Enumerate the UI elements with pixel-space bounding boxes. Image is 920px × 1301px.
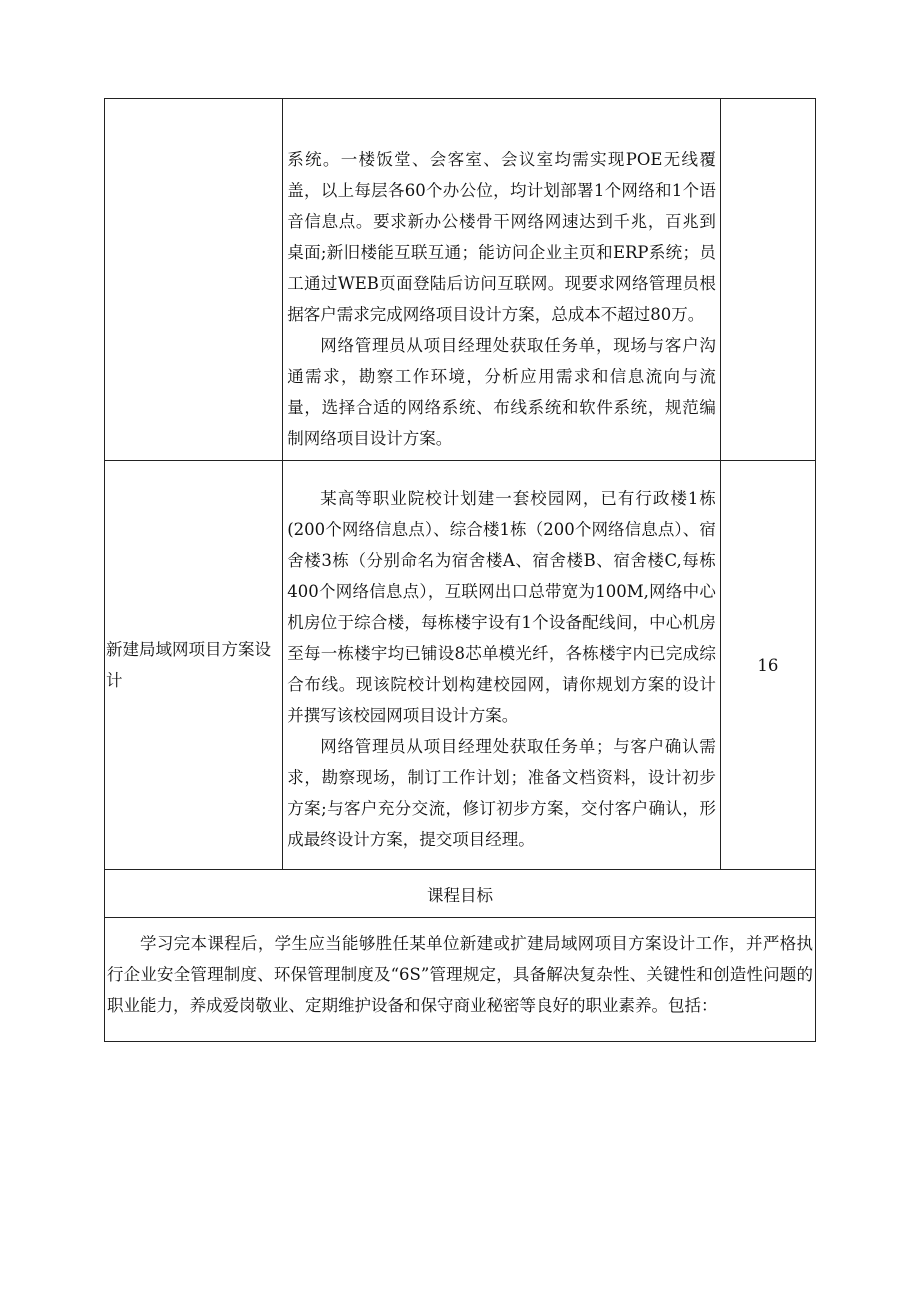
table-row — [105, 461, 816, 870]
table-row — [105, 99, 816, 461]
section-title: 课程目标 — [105, 870, 816, 918]
goal-cell — [105, 918, 816, 1042]
goal-row — [105, 918, 816, 1042]
task-description-cell — [283, 461, 721, 870]
task-description-paragraph: 某高等职业院校计划建一套校园网，已有行政楼1栋(200个网络信息点）、综合楼1栋（200个网络信息点）、宿舍楼3栋（分别命名为宿舍楼A、宿舍楼B、宿舍楼C,每栋400个网络信息点），互联网出口总带宽为100M,网络中心机房位于综合楼，每栋楼宇设有1个设备配线间，中心机房至每一栋楼宇均已铺设8芯单模光纤，各栋楼宇内已完成综合布线。现该院校计划构建校园网，请你规划方案的设计并撰写该校园网项目设计方案。 — [287, 489, 716, 725]
section-title-row — [105, 870, 816, 918]
task-description-paragraph: 系统。一楼饭堂、会客室、会议室均需实现POE无线覆盖，以上每层各60个办公位，均计划部署1个网络和1个语音信息点。要求新办公楼骨干网络网速达到千兆，百兆到桌面;新旧楼能互联互通；能访问企业主页和ERP系统；员工通过WEB页面登陆后访问互联网。现要求网络管理员根据客户需求完成网络项目设计方案，总成本不超过80万。 — [287, 150, 716, 324]
task-name-cell — [105, 99, 283, 461]
task-name: 新建局域网项目方案设计 — [106, 640, 271, 690]
hours-value: 16 — [757, 655, 779, 675]
goal-text: 学习完本课程后，学生应当能够胜任某单位新建或扩建局域网项目方案设计工作，并严格执行企业安全管理制度、环保管理制度及“6S”管理规定，具备解决复杂性、关键性和创造性问题的职业能力，养成爱岗敬业、定期维护设备和保守商业秘密等良好的职业素养。包括： — [107, 934, 813, 1015]
hours-cell — [720, 461, 815, 870]
task-name-cell — [105, 461, 283, 870]
task-description-paragraph: 网络管理员从项目经理处获取任务单，现场与客户沟通需求，勘察工作环境，分析应用需求和信息流向与流量，选择合适的网络系统、布线系统和软件系统，规范编制网络项目设计方案。 — [287, 336, 716, 448]
hours-cell — [720, 99, 815, 461]
course-table — [104, 98, 816, 1042]
task-description-cell — [283, 99, 721, 461]
task-description-paragraph: 网络管理员从项目经理处获取任务单；与客户确认需求，勘察现场，制订工作计划；准备文档资料，设计初步方案;与客户充分交流，修订初步方案，交付客户确认，形成最终设计方案，提交项目经理。 — [287, 737, 716, 849]
